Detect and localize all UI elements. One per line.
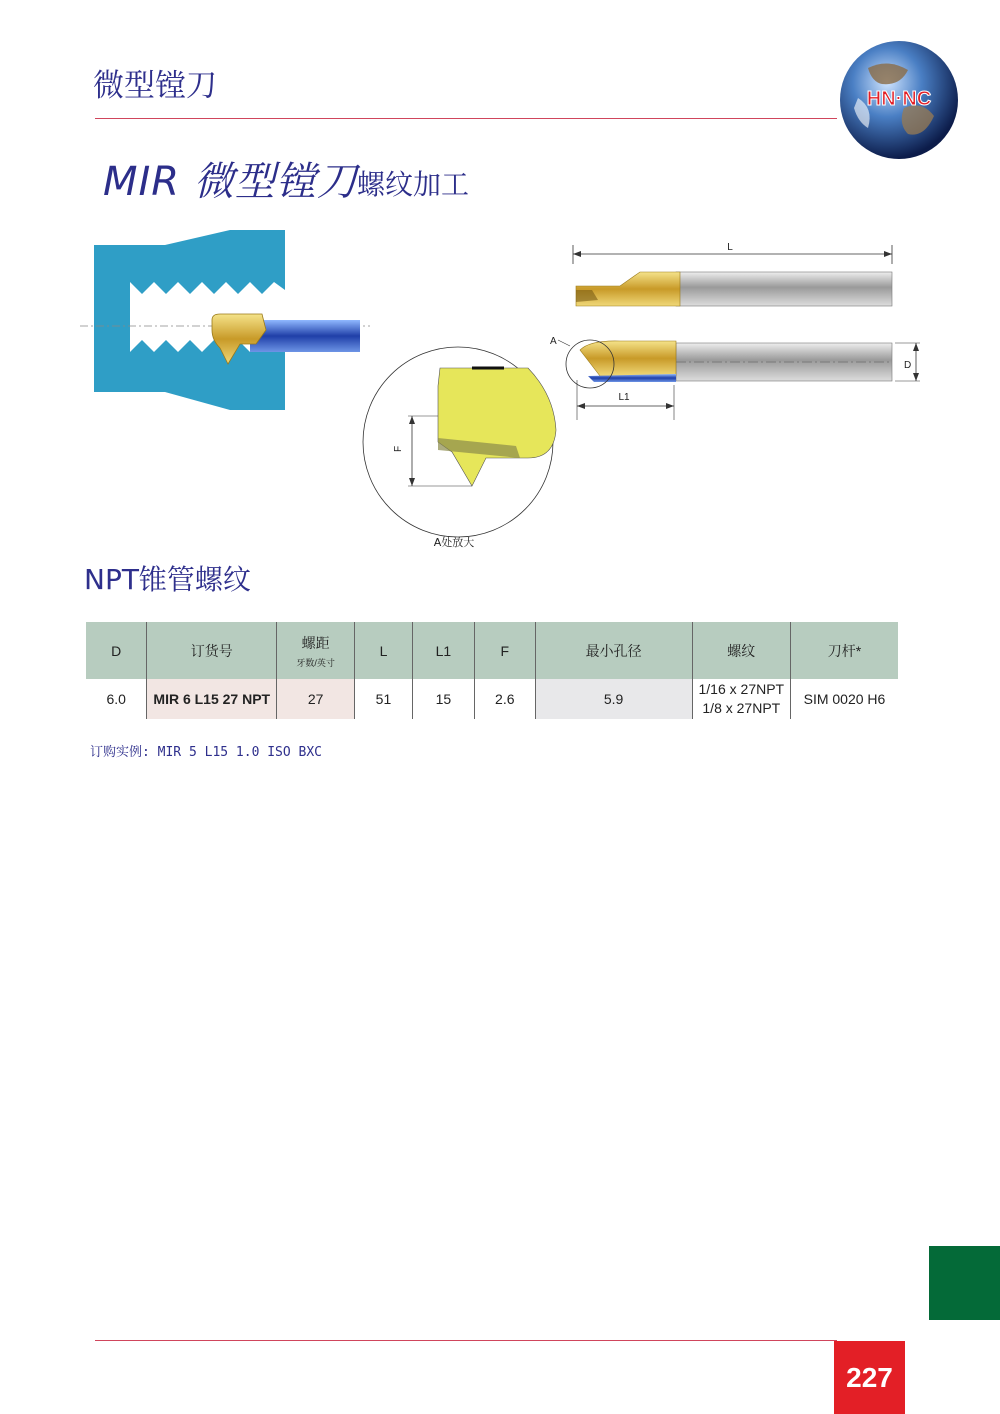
dim-label-l1: L1 xyxy=(618,392,630,403)
table-header-row xyxy=(86,622,898,679)
table-row xyxy=(86,679,898,719)
col-header-order: 订货号 xyxy=(147,622,277,679)
cell-order-number: MIR 6 L15 27 NPT xyxy=(147,679,277,719)
dim-label-f: F xyxy=(393,445,404,452)
col-header-l1: L1 xyxy=(412,622,474,679)
dim-label-l: L xyxy=(727,242,733,253)
cell-l: 51 xyxy=(355,679,412,719)
workpiece-section xyxy=(80,230,370,410)
cell-f: 2.6 xyxy=(475,679,535,719)
cell-min-hole: 5.9 xyxy=(535,679,692,719)
spec-table xyxy=(86,622,898,719)
col-header-thread: 螺纹 xyxy=(692,622,790,679)
cell-d: 6.0 xyxy=(106,691,126,707)
logo-text: HN·NC xyxy=(866,88,932,110)
header-title: 微型镗刀 xyxy=(93,68,217,104)
tool-top-view xyxy=(573,242,892,306)
pitch-unit: 牙数/英寸 xyxy=(296,657,335,668)
product-title: MIR 微型镗刀 xyxy=(103,159,358,205)
order-example: 订购实例: MIR 5 L15 1.0 ISO BXC xyxy=(90,745,323,760)
col-header-pitch xyxy=(277,622,355,679)
globe-logo xyxy=(838,38,960,162)
col-header-f: F xyxy=(475,622,535,679)
col-header-min-hole: 最小孔径 xyxy=(535,622,692,679)
dim-label-d: D xyxy=(904,360,912,371)
thread-line-2: 1/8 x 27NPT xyxy=(702,700,781,716)
col-header-d: D xyxy=(86,622,147,679)
cell-thread xyxy=(692,679,790,719)
footer-divider xyxy=(95,1340,837,1341)
detail-view-a xyxy=(363,347,556,537)
dim-label-a: A xyxy=(550,336,557,347)
tool-side-view xyxy=(550,336,920,420)
section-tab xyxy=(929,1246,1000,1320)
col-header-holder: 刀杆* xyxy=(790,622,898,679)
header-divider xyxy=(95,118,837,119)
pitch-label: 螺距 xyxy=(301,634,330,651)
col-header-l: L xyxy=(355,622,412,679)
section-title: NPT锥管螺纹 xyxy=(84,563,251,596)
thread-line-1: 1/16 x 27NPT xyxy=(698,681,785,697)
detail-caption: A处放大 xyxy=(433,536,475,549)
cell-pitch: 27 xyxy=(277,679,355,719)
cell-l1: 15 xyxy=(412,679,474,719)
tool-diagram xyxy=(80,220,930,560)
product-subtitle: 螺纹加工 xyxy=(357,168,470,201)
cell-holder: SIM 0020 H6 xyxy=(790,679,898,719)
page-number: 227 xyxy=(834,1341,905,1414)
